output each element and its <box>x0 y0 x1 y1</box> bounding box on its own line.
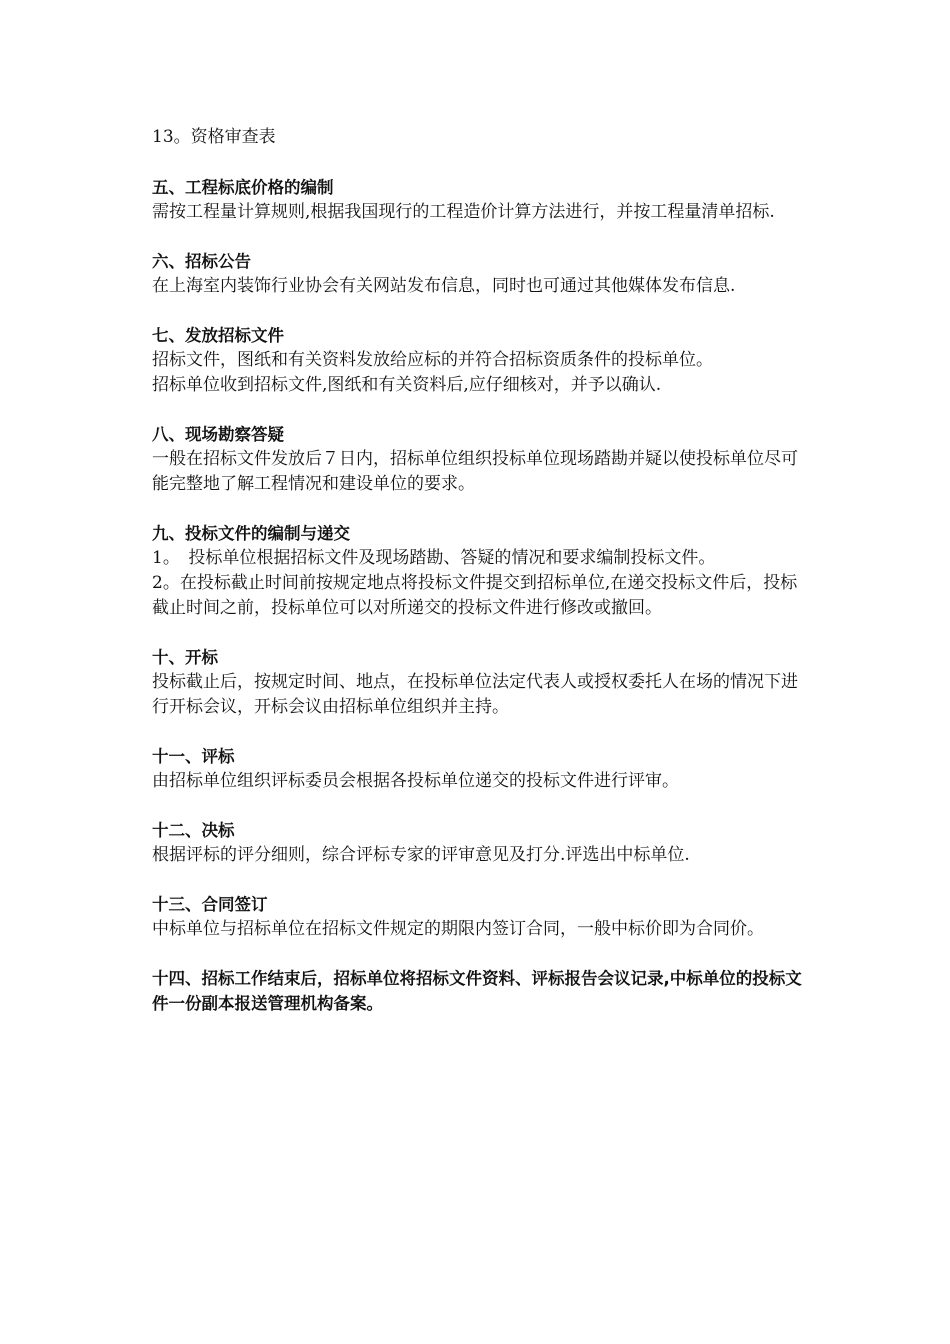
section-paragraph: 由招标单位组织评标委员会根据各投标单位递交的投标文件进行评审。 <box>152 771 679 791</box>
section-heading: 九、投标文件的编制与递交 <box>152 524 350 543</box>
section-bid-notice <box>152 249 804 299</box>
section-paragraph: 2。在投标截止时间前按规定地点将投标文件提交到招标单位,在递交投标文件后，投标截止时间之前，投标单位可以对所递交的投标文件进行修改或撤回。 <box>152 573 798 618</box>
document-page <box>152 125 804 1016</box>
section-paragraph: 招标文件，图纸和有关资料发放给应标的并符合招标资质条件的投标单位。 <box>152 350 713 370</box>
section-paragraph: 1。 投标单位根据招标文件及现场踏勘、答疑的情况和要求编制投标文件。 <box>152 548 716 568</box>
section-heading: 十三、合同签订 <box>152 895 268 914</box>
section-bid-preparation <box>152 521 804 621</box>
section-paragraph: 在上海室内装饰行业协会有关网站发布信息，同时也可通过其他媒体发布信息. <box>152 276 736 296</box>
final-statement: 十四、招标工作结束后，招标单位将招标文件资料、评标报告会议记录,中标单位的投标文件一份副本报送管理机构备案。 <box>152 969 802 1013</box>
section-paragraph: 根据评标的评分细则，综合评标专家的评审意见及打分.评选出中标单位. <box>152 845 690 865</box>
section-issue-documents <box>152 323 804 398</box>
section-bid-price <box>152 175 804 225</box>
section-site-survey <box>152 422 804 497</box>
section-paragraph: 一般在招标文件发放后７日内，招标单位组织投标单位现场踏勘并疑以使投标单位尽可能完整地了解工程情况和建设单位的要求。 <box>152 449 798 494</box>
section-paragraph: 中标单位与招标单位在招标文件规定的期限内签订合同，一般中标价即为合同价。 <box>152 919 764 939</box>
section-heading: 七、发放招标文件 <box>152 326 284 345</box>
section-paragraph: 招标单位收到招标文件,图纸和有关资料后,应仔细核对，并予以确认. <box>152 375 662 395</box>
section-bid-opening <box>152 645 804 720</box>
section-paragraph: 需按工程量计算规则,根据我国现行的工程造价计算方法进行，并按工程量清单招标. <box>152 202 775 222</box>
section-heading: 十一、评标 <box>152 747 235 766</box>
section-award <box>152 818 804 868</box>
section-contract-signing <box>152 892 804 942</box>
section-heading: 八、现场勘察答疑 <box>152 425 284 444</box>
section-heading: 十二、决标 <box>152 821 235 840</box>
intro-line: 13。资格审查表 <box>152 127 276 147</box>
section-heading: 十、开标 <box>152 648 218 667</box>
section-paragraph: 投标截止后，按规定时间、地点，在投标单位法定代表人或授权委托人在场的情况下进行开标会议，开标会议由招标单位组织并主持。 <box>152 672 798 717</box>
section-heading: 六、招标公告 <box>152 252 251 271</box>
section-evaluation <box>152 744 804 794</box>
section-heading: 五、工程标底价格的编制 <box>152 178 334 197</box>
